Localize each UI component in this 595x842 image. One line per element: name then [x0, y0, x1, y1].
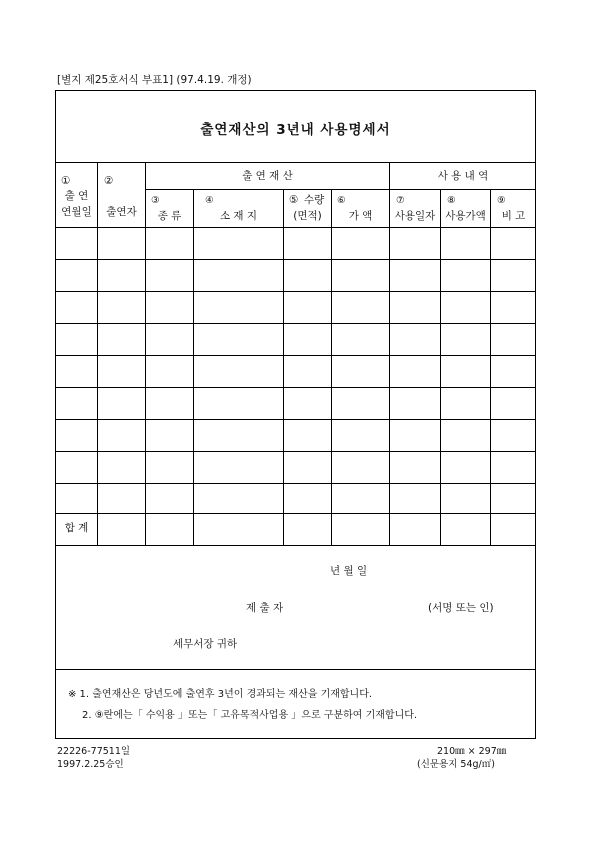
- col9-label: 비 고: [501, 210, 526, 222]
- header-bottom-border: [55, 227, 536, 228]
- column-divider: [440, 189, 441, 545]
- col4-number: ④: [205, 195, 214, 206]
- group-header-contribution: 출 연 재 산: [242, 170, 293, 182]
- col3-number: ③: [151, 195, 160, 206]
- column-divider: [97, 162, 98, 545]
- note-item: 2. ⑨란에는「 수익용 」또는「 고유목적사업용 」으로 구분하여 기재합니다.: [82, 710, 418, 721]
- col1-number: ①: [61, 175, 71, 187]
- col6-label: 가 액: [348, 210, 373, 222]
- col1-label-line1: 출 연: [64, 190, 89, 202]
- footer-paper-type: (신문용지 54g/㎡): [417, 759, 495, 770]
- col8-number: ⑧: [447, 195, 456, 206]
- footer-form-number: 22226-77511일: [57, 746, 131, 757]
- form-title: 출연재산의 3년내 사용명세서: [200, 122, 391, 138]
- date-line: 년 월 일: [330, 565, 368, 577]
- row-divider: [55, 259, 536, 260]
- col8-label: 사용가액: [445, 210, 486, 222]
- row-divider: [55, 483, 536, 484]
- col4-label: 소 재 지: [219, 210, 258, 222]
- row-divider: [55, 513, 536, 514]
- row-divider: [55, 451, 536, 452]
- row-divider: [55, 387, 536, 388]
- row-divider: [55, 355, 536, 356]
- col5-label-line1: 수량: [304, 194, 325, 206]
- footer-approval: 1997.2.25승인: [57, 759, 124, 770]
- form-reference: [별지 제25호서식 부표1] (97.4.19. 개정): [57, 74, 252, 86]
- notes-top-border: [55, 669, 536, 670]
- table-top-border: [55, 162, 536, 163]
- table-bottom-border: [55, 545, 536, 546]
- form-frame: [55, 90, 536, 739]
- addressee: 세무서장 귀하: [173, 638, 238, 650]
- submitter-label: 제 출 자: [246, 602, 284, 614]
- row-divider: [55, 323, 536, 324]
- note-item: ※ 1. 출연재산은 당년도에 출연후 3년이 경과되는 재산을 기재합니다.: [68, 689, 373, 700]
- group-header-usage: 사 용 내 역: [437, 170, 489, 182]
- group-header-divider: [145, 189, 536, 190]
- col5-number: ⑤: [289, 194, 299, 206]
- col3-label: 종 류: [157, 210, 182, 222]
- total-label: 합 계: [64, 522, 89, 534]
- col9-number: ⑨: [497, 195, 506, 206]
- col6-number: ⑥: [337, 195, 346, 206]
- column-divider: [283, 189, 284, 545]
- col5-label-line2: (면적): [293, 210, 322, 222]
- footer-paper-size: 210㎜ × 297㎜: [437, 746, 507, 757]
- row-divider: [55, 419, 536, 420]
- column-divider: [490, 189, 491, 545]
- col7-label: 사용일자: [394, 210, 436, 222]
- col7-number: ⑦: [396, 195, 405, 206]
- row-divider: [55, 291, 536, 292]
- col2-label: 출연자: [106, 206, 137, 218]
- col1-label-line2: 연월일: [61, 206, 92, 218]
- sign-or-seal-label: (서명 또는 인): [428, 602, 494, 614]
- column-divider: [193, 189, 194, 545]
- col2-number: ②: [104, 175, 114, 187]
- column-divider: [331, 189, 332, 545]
